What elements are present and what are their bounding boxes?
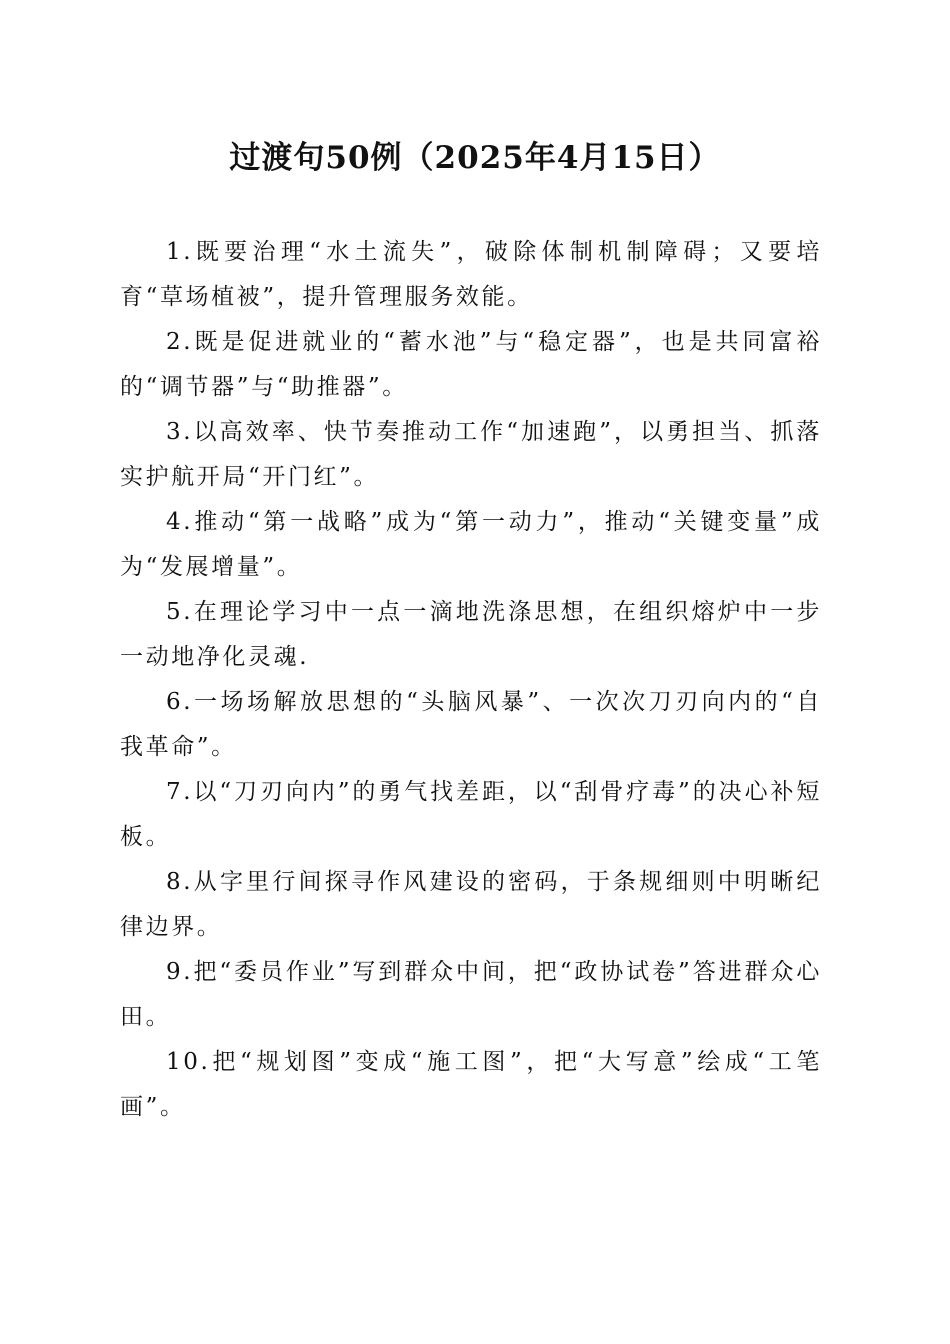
paragraph-8: 8.从字里行间探寻作风建设的密码，于条规细则中明晰纪律边界。 <box>120 869 822 940</box>
document-title: 过渡句50例（2025年4月15日） <box>229 140 721 176</box>
paragraph-6: 6.一场场解放思想的“头脑风暴”、一次次刀刃向内的“自我革命”。 <box>120 689 822 760</box>
paragraph-10: 10.把“规划图”变成“施工图”，把“大写意”绘成“工笔画”。 <box>120 1049 822 1120</box>
paragraph-4: 4.推动“第一战略”成为“第一动力”，推动“关键变量”成为“发展增量”。 <box>120 509 822 580</box>
paragraph-7: 7.以“刀刃向内”的勇气找差距，以“刮骨疗毒”的决心补短板。 <box>120 779 822 850</box>
paragraph-1: 1.既要治理“水土流失”，破除体制机制障碍；又要培育“草场植被”，提升管理服务效能。 <box>120 239 822 310</box>
document-body <box>120 230 822 1130</box>
paragraph-3: 3.以高效率、快节奏推动工作“加速跑”，以勇担当、抓落实护航开局“开门红”。 <box>120 419 822 490</box>
paragraph-9: 9.把“委员作业”写到群众中间，把“政协试卷”答进群众心田。 <box>120 959 822 1030</box>
paragraph-5: 5.在理论学习中一点一滴地洗涤思想，在组织熔炉中一步一动地净化灵魂. <box>120 599 822 670</box>
paragraph-2: 2.既是促进就业的“蓄水池”与“稳定器”，也是共同富裕的“调节器”与“助推器”。 <box>120 329 822 400</box>
